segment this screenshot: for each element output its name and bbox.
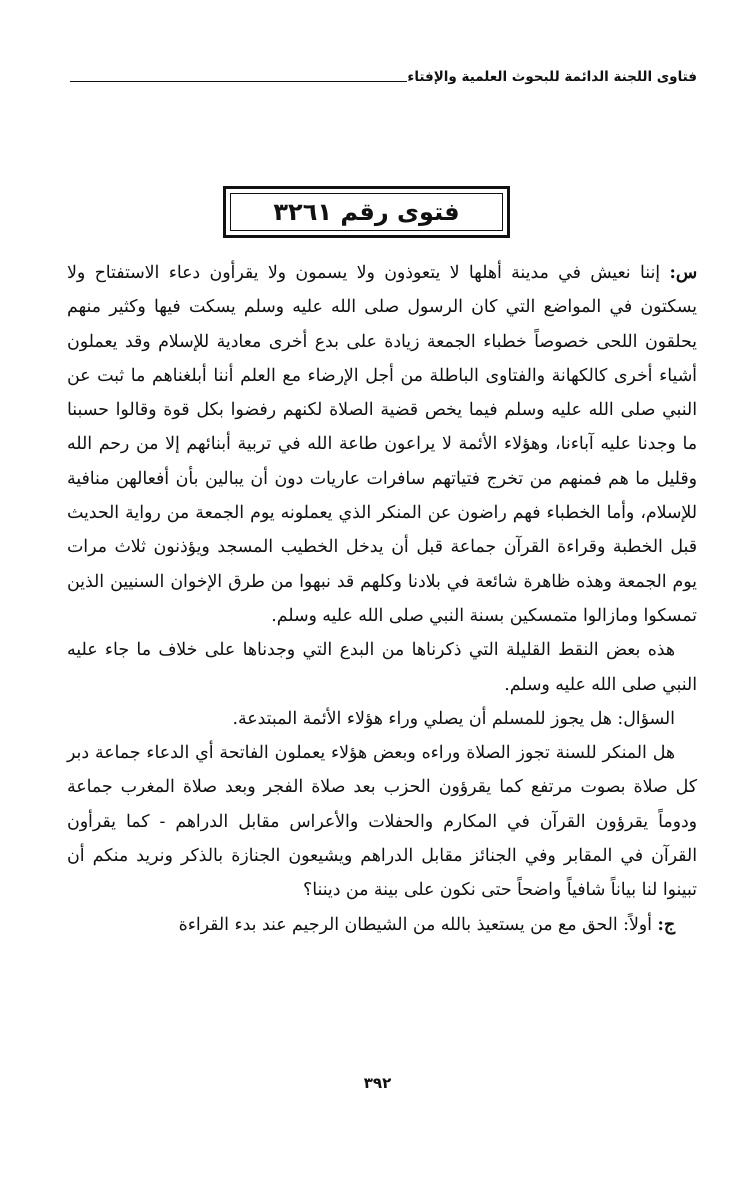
answer-text: أولاً: الحق مع من يستعيذ بالله من الشيطان الرجيم عند بدء القراءة	[178, 914, 652, 935]
question-label: س:	[669, 263, 697, 283]
fatwa-title-box	[223, 186, 510, 238]
paragraph: هذه بعض النقط القليلة التي ذكرناها من البدع التي وجدناها على خلاف ما جاء عليه النبي صلى الله عليه وسلم.	[67, 640, 697, 695]
question-paragraph	[67, 256, 697, 633]
header-rule	[70, 81, 407, 82]
answer-label: ج:	[657, 914, 675, 935]
paragraph: هل المنكر للسنة تجوز الصلاة وراءه وبعض هؤلاء يعملون الفاتحة أي الدعاء جماعة دبر كل صلاة بصوت مرتفع كما يقرؤون الحزب بعد صلاة الفجر وبعد صلاة المغرب جماعة ودوماً يقرؤون القرآن في المكارم والحفلات والأعراس مقابل الدراهم - كما يقرأون القرآن في المقابر وفي الجنائز مقابل الدراهم ويشيعون الجنازة بالذكر ونريد منكم أن تبينوا لنا بياناً شافياً واضحاً حتى نكون على بينة من ديننا؟	[67, 743, 697, 901]
fatwa-title: فتوى رقم ٣٢٦١	[273, 198, 460, 226]
book-title: فتاوى اللجنة الدائمة للبحوث العلمية والإفتاء	[407, 69, 697, 85]
paragraph: السؤال: هل يجوز للمسلم أن يصلي وراء هؤلاء الأئمة المبتدعة.	[232, 708, 675, 729]
answer-paragraph	[67, 908, 697, 942]
question-text: إننا نعيش في مدينة أهلها لا يتعوذون ولا يسمون ولا يقرأون دعاء الاستفتاح ولا يسكتون في المواضع التي كان الرسول صلى الله عليه وسلم يسكت فيها وكثير منهم يحلقون اللحى خصوصاً خطباء الجمعة زيادة على بدع أخرى معادية للإسلام وقد يعملون أشياء أخرى كالكهانة والفتاوى الباطلة من أجل الإرضاء مع العلم أننا أبلغناهم ما ثبت عن النبي صلى الله عليه وسلم فيما يخص قضية الصلاة لكنهم رفضوا بكل قوة وقالوا حسبنا ما وجدنا عليه آباءنا، وهؤلاء الأئمة لا يراعون طاعة الله في تربية أبنائهم إلا من رحم الله وقليل ما هم فمنهم من تخرج فتياتهم سافرات عاريات دون أن يبالين بأن أفعالهن منافية للإسلام، وأما الخطباء فهم راضون عن المنكر الذي يعملونه يوم الجمعة من رواية الحديث قبل الخطبة وقراءة القرآن جماعة قبل أن يدخل الخطيب المسجد ويؤذنون ثلاث مرات يوم الجمعة وهذه ظاهرة شائعة في بلادنا وكلهم قد نبهوا من طرق الإخوان السنيين الذين تمسكوا ومازالوا متمسكين بسنة النبي صلى الله عليه وسلم.	[67, 263, 697, 626]
page-body	[67, 256, 697, 942]
running-header	[70, 64, 697, 86]
page-number: ٣٩٢	[363, 1074, 392, 1092]
